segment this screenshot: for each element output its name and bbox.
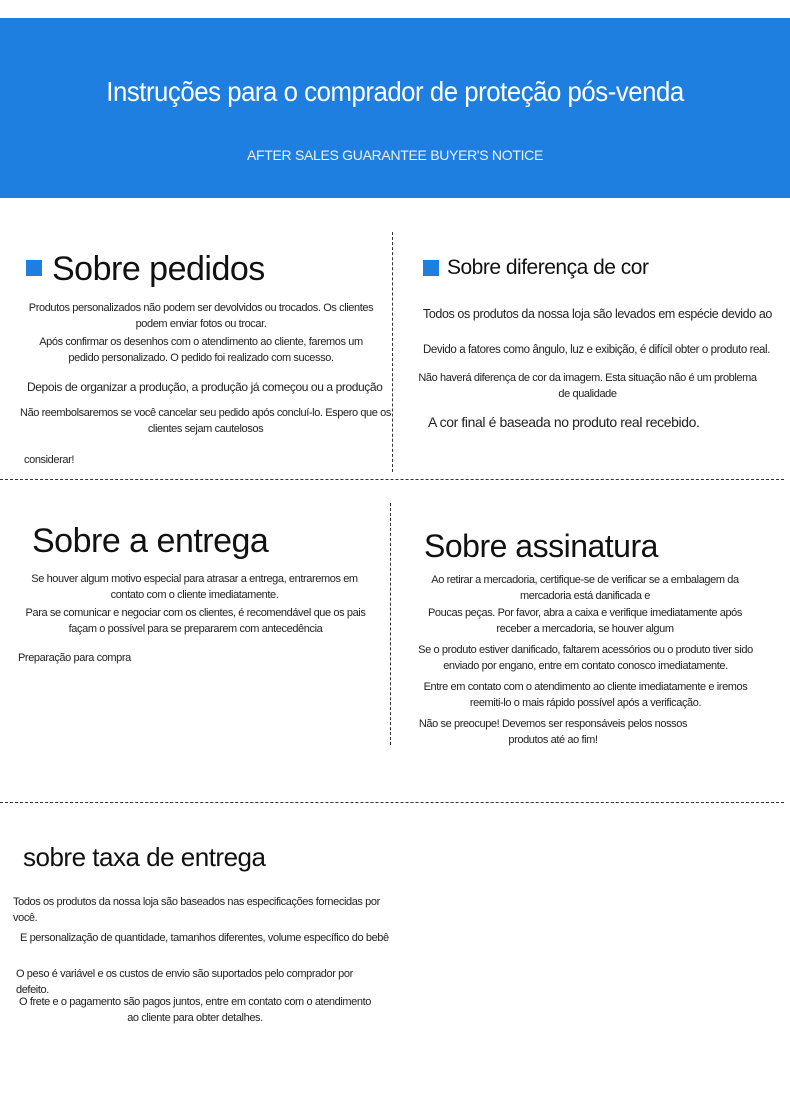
taxa-paragraph-2: E personalização de quantidade, tamanhos diferentes, volume específico do bebê [20,932,389,944]
pedidos-paragraph-4: Não reembolsaremos se você cancelar seu pedido após concluí-lo. Espero que os clientes sejam cautelosos [20,407,391,435]
page-title: Instruções para o comprador de proteção pós-venda [106,76,684,107]
section-title-pedidos: Sobre pedidos [52,250,265,288]
divider-vertical-middle [390,503,391,745]
square-bullet-icon [26,260,42,276]
cor-paragraph-4: A cor final é baseada no produto real recebido. [428,414,700,430]
cor-paragraph-3: Não haverá diferença de cor da imagem. Esta situação não é um problema de qualidade [418,372,757,400]
page-subtitle: AFTER SALES GUARANTEE BUYER'S NOTICE [246,147,544,163]
assinatura-paragraph-1: Ao retirar a mercadoria, certifique-se de verificar se a embalagem da mercadoria está danificada e [431,574,739,602]
section-title-assinatura: Sobre assinatura [424,528,658,564]
divider-horizontal-1 [0,479,784,480]
pedidos-paragraph-3: Depois de organizar a produção, a produção já começou ou a produção [27,380,383,394]
cor-paragraph-2: Devido a fatores como ângulo, luz e exibição, é difícil obter o produto real. [423,344,770,356]
assinatura-paragraph-3: Se o produto estiver danificado, faltarem acessórios ou o produto tiver sido enviado por engano, entre em contato conosco imediatamente. [418,644,753,672]
entrega-paragraph-3: Preparação para compra [18,652,131,664]
divider-horizontal-2 [0,802,784,803]
cor-paragraph-1: Todos os produtos da nossa loja são levados em espécie devido ao [423,307,772,321]
entrega-paragraph-2: Para se comunicar e negociar com os clientes, é recomendável que os pais façam o possível para se prepararem com antecedência [25,607,366,635]
entrega-paragraph-1: Se houver algum motivo especial para atrasar a entrega, entraremos em contato com o cliente imediatamente. [31,573,358,601]
section-title-cor: Sobre diferença de cor [447,256,649,279]
assinatura-paragraph-5: Não se preocupe! Devemos ser responsáveis ​​pelos nossos produtos até ao fim! [418,718,688,746]
pedidos-paragraph-2: Após confirmar os desenhos com o atendimento ao cliente, faremos um pedido personalizado. O pedido foi realizado com sucesso. [39,336,363,364]
taxa-paragraph-3: O peso é variável e os custos de envio são suportados pelo comprador por defeito. [16,968,353,996]
square-bullet-icon [423,260,439,276]
pedidos-paragraph-1: Produtos personalizados não podem ser devolvidos ou trocados. Os clientes podem enviar fotos ou trocar. [28,302,374,330]
section-title-taxa: sobre taxa de entrega [23,842,266,872]
pedidos-paragraph-5: considerar! [24,454,75,466]
taxa-paragraph-4: O frete e o pagamento são pagos juntos, entre em contato com o atendimento ao cliente para obter detalhes. [19,996,371,1024]
assinatura-paragraph-4: Entre em contato com o atendimento ao cliente imediatamente e iremos reemiti-lo o mais rápido possível após a verificação. [423,681,748,709]
taxa-paragraph-1: Todos os produtos da nossa loja são baseados nas especificações fornecidas por você. [13,896,380,924]
section-title-entrega: Sobre a entrega [32,522,269,560]
header-banner [0,18,790,198]
assinatura-paragraph-2: Poucas peças. Por favor, abra a caixa e verifique imediatamente após receber a mercadoria, se houver algum [428,607,742,635]
